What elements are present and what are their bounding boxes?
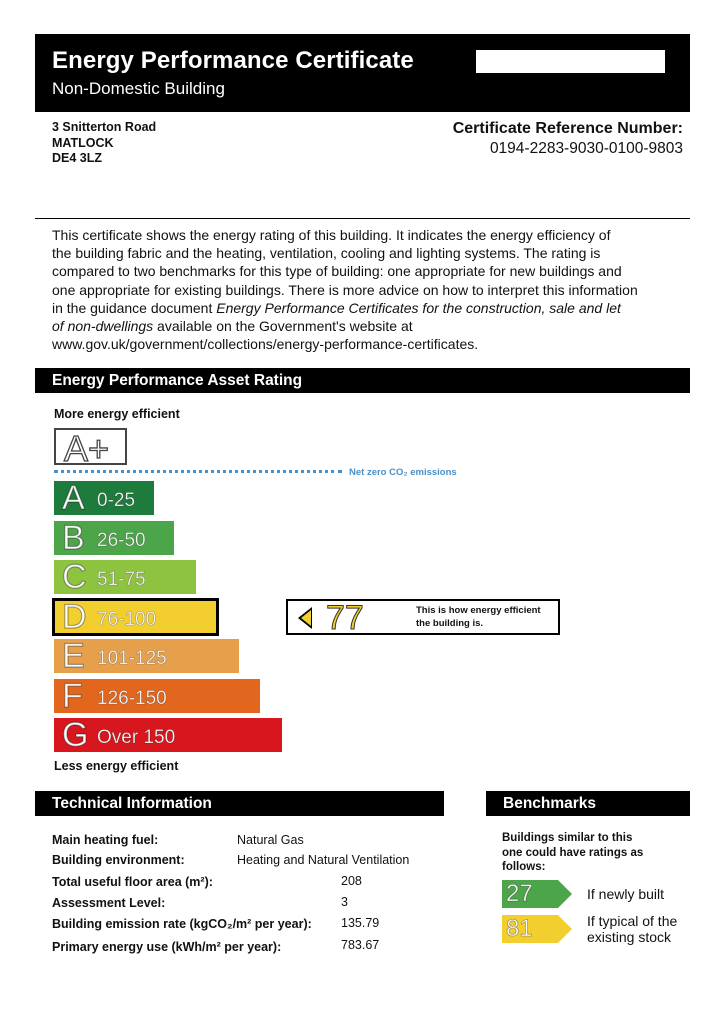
tech-value: 3 [341, 895, 348, 909]
guidance-title: Energy Performance Certificates for the construction, sale and let [216, 299, 621, 316]
tech-label: Total useful floor area (m²): [52, 875, 213, 889]
rating-section-header: Energy Performance Asset Rating [35, 368, 690, 393]
intro-line [52, 299, 674, 317]
rating-band-range: 26-50 [97, 529, 146, 551]
address-line-3: DE4 3LZ [52, 151, 103, 165]
benchmark-new-tip [558, 880, 572, 908]
benchmarks-intro-line: follows: [502, 861, 546, 873]
rating-band-range: 76-100 [97, 608, 157, 630]
certificate-title: Energy Performance Certificate [52, 47, 414, 74]
tech-value: 208 [341, 874, 362, 888]
tech-value: 135.79 [341, 916, 380, 930]
certificate-subtitle: Non-Domestic Building [52, 79, 225, 98]
benchmarks-intro-line: Buildings similar to this [502, 832, 633, 844]
benchmarks-section-header: Benchmarks [486, 791, 690, 816]
benchmark-existing-label-line: existing stock [587, 929, 672, 945]
technical-section-header: Technical Information [35, 791, 444, 816]
tech-value: 783.67 [341, 938, 380, 952]
band-a-plus-label: A+ [64, 428, 110, 469]
pointer-text-line: the building is. [416, 617, 484, 629]
tech-label: Main heating fuel: [52, 833, 159, 847]
current-rating-text [416, 605, 541, 630]
netzero-line [54, 470, 342, 474]
rating-band-d [54, 597, 217, 636]
tech-label: Building emission rate (kgCO₂/m² per year): [52, 917, 312, 931]
gov-website-link: www.gov.uk/government/collections/energy-performance-certificates. [52, 336, 479, 353]
rating-band-letter: B [62, 518, 85, 557]
rating-band-letter: G [62, 716, 89, 754]
intro-line: the building fabric and the heating, ventilation, cooling and lighting systems. The rating is [52, 245, 601, 262]
rating-band-c [54, 560, 196, 594]
benchmark-existing-tip [558, 915, 572, 943]
benchmarks-intro [502, 831, 643, 875]
netzero-label: Net zero CO₂ emissions [349, 467, 457, 478]
rating-band-letter: A [62, 479, 85, 517]
pointer-text-line: This is how energy efficient [416, 605, 541, 616]
intro-line: one appropriate for existing buildings. There is more advice on how to interpret this information [52, 281, 638, 298]
rating-band-g [54, 718, 282, 752]
rating-band-e [54, 639, 239, 673]
rating-band-range: 0-25 [97, 490, 136, 511]
band-a-plus [54, 428, 127, 469]
redacted-box [476, 50, 665, 73]
divider [35, 218, 690, 219]
rating-band-b [54, 518, 174, 557]
intro-line: This certificate shows the energy rating of this building. It indicates the energy efficiency of [52, 227, 611, 243]
rating-band-range: 101-125 [97, 648, 167, 669]
rating-band-range: 51-75 [97, 569, 146, 590]
rating-band-letter: C [62, 558, 87, 596]
rating-band-letter: E [62, 637, 85, 675]
less-efficient-label: Less energy efficient [54, 759, 179, 773]
tech-label: Assessment Level: [52, 896, 166, 910]
benchmark-existing-value: 81 [506, 915, 533, 942]
benchmark-new-arrow [502, 880, 572, 908]
rating-band-letter: D [62, 597, 87, 636]
certificate-reference-label: Certificate Reference Number: [452, 120, 683, 137]
current-rating-value: 77 [326, 599, 364, 637]
tech-label: Building environment: [52, 853, 185, 867]
more-efficient-label: More energy efficient [54, 407, 180, 421]
address-line-1: 3 Snitterton Road [52, 120, 157, 134]
benchmark-new-label: If newly built [587, 886, 665, 902]
intro-line [52, 317, 674, 335]
tech-label: Primary energy use (kWh/m² per year): [52, 940, 282, 954]
rating-band-f [54, 676, 260, 715]
intro-text: available on the Government's website at [153, 318, 413, 335]
pointer-arrow-fill [301, 610, 311, 626]
guidance-title-cont: of non-dwellings [52, 318, 154, 335]
benchmark-existing-arrow [502, 915, 572, 943]
intro-text: in the guidance document [52, 299, 217, 316]
rating-band-letter: F [62, 676, 83, 715]
certificate-header [35, 34, 690, 112]
building-address [52, 120, 156, 167]
certificate-reference-number: 0194-2283-9030-0100-9803 [489, 140, 683, 157]
rating-band-range: Over 150 [97, 727, 176, 748]
benchmark-new-value: 27 [506, 880, 533, 907]
address-line-2: MATLOCK [52, 135, 114, 150]
intro-line: compared to two benchmarks for this type of building: one appropriate for new buildings and [52, 263, 622, 280]
benchmark-existing-label-line: If typical of the [587, 913, 678, 929]
rating-band-a [54, 481, 154, 515]
benchmarks-intro-line: one could have ratings as [502, 846, 644, 859]
current-rating-pointer [286, 599, 560, 635]
certificate-reference [453, 120, 683, 158]
rating-band-range: 126-150 [97, 687, 167, 709]
tech-value: Natural Gas [237, 833, 304, 847]
tech-value: Heating and Natural Ventilation [237, 853, 410, 867]
benchmark-existing-label [587, 913, 677, 945]
intro-paragraph [52, 226, 674, 353]
